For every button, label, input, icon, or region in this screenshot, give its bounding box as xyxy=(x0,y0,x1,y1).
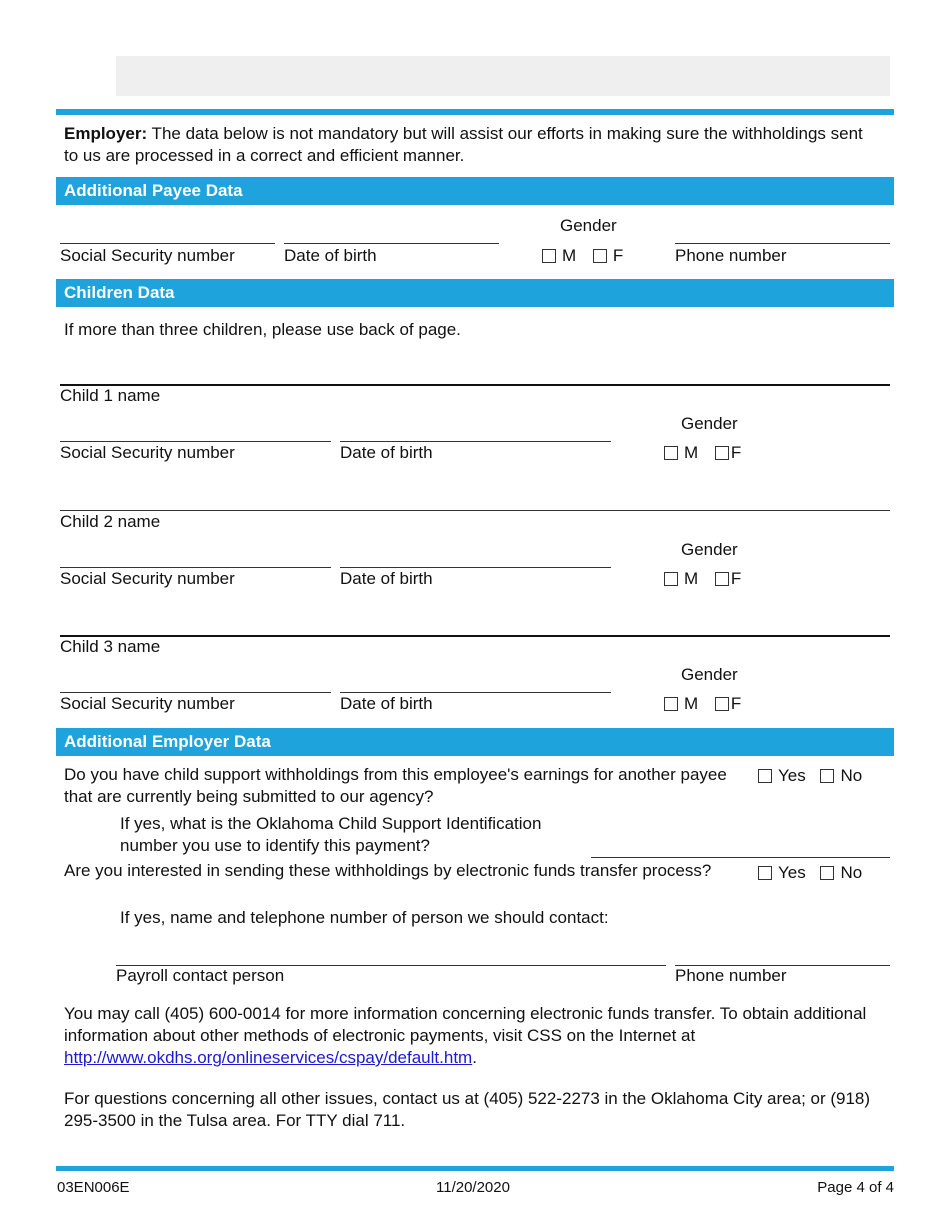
employer-question-1: Do you have child support withholdings from this employee's earnings for another payee that are currently being submitted to our agency? xyxy=(64,765,727,806)
employer-question-1-sub: If yes, what is the Oklahoma Child Support Identification number you use to identify this payment? xyxy=(120,814,542,855)
child-3-ssn-label: Social Security number xyxy=(60,694,235,713)
child-1-dob-label: Date of birth xyxy=(340,443,433,462)
q1-no-checkbox[interactable] xyxy=(820,769,834,783)
child-2-dob-label: Date of birth xyxy=(340,569,433,588)
payee-phone-field[interactable] xyxy=(675,243,890,244)
cspay-link[interactable]: http://www.okdhs.org/onlineservices/cspay/default.htm xyxy=(64,1048,473,1067)
employer-q1-options xyxy=(758,765,862,787)
payee-ssn-field[interactable] xyxy=(60,243,275,244)
employer-question-2-sub: If yes, name and telephone number of person we should contact: xyxy=(120,908,609,927)
payroll-contact-label: Payroll contact person xyxy=(116,966,285,985)
child-3-name-field[interactable] xyxy=(60,635,890,637)
q1-yes-label: Yes xyxy=(778,766,806,785)
child-1-name-field[interactable] xyxy=(60,384,890,386)
employer-note-label: Employer: xyxy=(64,124,148,143)
employer-question-2: Are you interested in sending these withholdings by electronic funds transfer process? xyxy=(64,861,712,880)
child-2-name-field[interactable] xyxy=(60,510,890,511)
q1-yes-checkbox[interactable] xyxy=(758,769,772,783)
q2-no-checkbox[interactable] xyxy=(820,866,834,880)
child-3-gender-m-label: M xyxy=(684,694,699,713)
section-header-employer: Additional Employer Data xyxy=(56,728,894,756)
child-2-gender-m-label: M xyxy=(684,569,699,588)
eft-info-paragraph xyxy=(64,1003,884,1069)
child-1-gender-f-checkbox[interactable] xyxy=(715,446,729,460)
child-3-gender-options xyxy=(664,693,741,715)
payroll-phone-label: Phone number xyxy=(675,966,787,985)
oklahoma-csid-field[interactable] xyxy=(591,857,890,858)
payee-gender-f-checkbox[interactable] xyxy=(593,249,607,263)
child-1-gender-f-label: F xyxy=(730,443,742,462)
payee-gender-f-label: F xyxy=(612,246,624,265)
top-divider xyxy=(56,109,894,115)
payee-dob-label: Date of birth xyxy=(284,246,377,265)
payee-gender-label: Gender xyxy=(560,216,617,235)
section-header-children: Children Data xyxy=(56,279,894,307)
eft-info-end: . xyxy=(472,1048,477,1067)
header-placeholder-box xyxy=(116,56,890,96)
child-1-gender-m-checkbox[interactable] xyxy=(664,446,678,460)
child-3-gender-label: Gender xyxy=(681,665,738,684)
child-3-gender-f-label: F xyxy=(730,694,742,713)
child-3-name-label: Child 3 name xyxy=(60,637,161,656)
employer-note-text: The data below is not mandatory but will assist our efforts in making sure the withholdings sent to us are processed in a correct and efficient manner. xyxy=(64,124,863,165)
child-1-gender-m-label: M xyxy=(684,443,699,462)
child-3-dob-label: Date of birth xyxy=(340,694,433,713)
child-1-gender-label: Gender xyxy=(681,414,738,433)
employer-note xyxy=(64,123,864,167)
eft-info-text: You may call (405) 600-0014 for more information concerning electronic funds transfer. To obtain additional information about other methods of electronic payments, visit CSS on the Internet at xyxy=(64,1004,867,1045)
child-2-gender-m-checkbox[interactable] xyxy=(664,572,678,586)
children-note: If more than three children, please use back of page. xyxy=(64,320,461,339)
payee-gender-options xyxy=(542,245,623,267)
footer-divider xyxy=(56,1166,894,1171)
q2-no-label: No xyxy=(840,863,863,882)
q1-no-label: No xyxy=(840,766,863,785)
payee-phone-label: Phone number xyxy=(675,246,787,265)
child-2-ssn-label: Social Security number xyxy=(60,569,235,588)
child-2-gender-options xyxy=(664,568,741,590)
footer-page-number: Page 4 of 4 xyxy=(817,1179,894,1196)
child-3-gender-f-checkbox[interactable] xyxy=(715,697,729,711)
child-1-ssn-label: Social Security number xyxy=(60,443,235,462)
payee-gender-m-label: M xyxy=(562,246,577,265)
child-3-gender-m-checkbox[interactable] xyxy=(664,697,678,711)
q2-yes-checkbox[interactable] xyxy=(758,866,772,880)
payee-ssn-label: Social Security number xyxy=(60,246,235,265)
contact-info-paragraph: For questions concerning all other issues, contact us at (405) 522-2273 in the Oklahoma City area; or (918) 295-3500 in the Tulsa area. For TTY dial 711. xyxy=(64,1089,871,1130)
child-1-gender-options xyxy=(664,442,741,464)
footer-date: 11/20/2020 xyxy=(436,1179,510,1196)
child-2-gender-f-label: F xyxy=(730,569,742,588)
footer-form-id: 03EN006E xyxy=(57,1179,130,1196)
child-1-name-label: Child 1 name xyxy=(60,386,161,405)
employer-q2-options xyxy=(758,862,862,884)
payee-dob-field[interactable] xyxy=(284,243,499,244)
q2-yes-label: Yes xyxy=(778,863,806,882)
child-2-gender-f-checkbox[interactable] xyxy=(715,572,729,586)
payee-gender-m-checkbox[interactable] xyxy=(542,249,556,263)
child-2-gender-label: Gender xyxy=(681,540,738,559)
child-2-name-label: Child 2 name xyxy=(60,512,161,531)
section-header-payee: Additional Payee Data xyxy=(56,177,894,205)
